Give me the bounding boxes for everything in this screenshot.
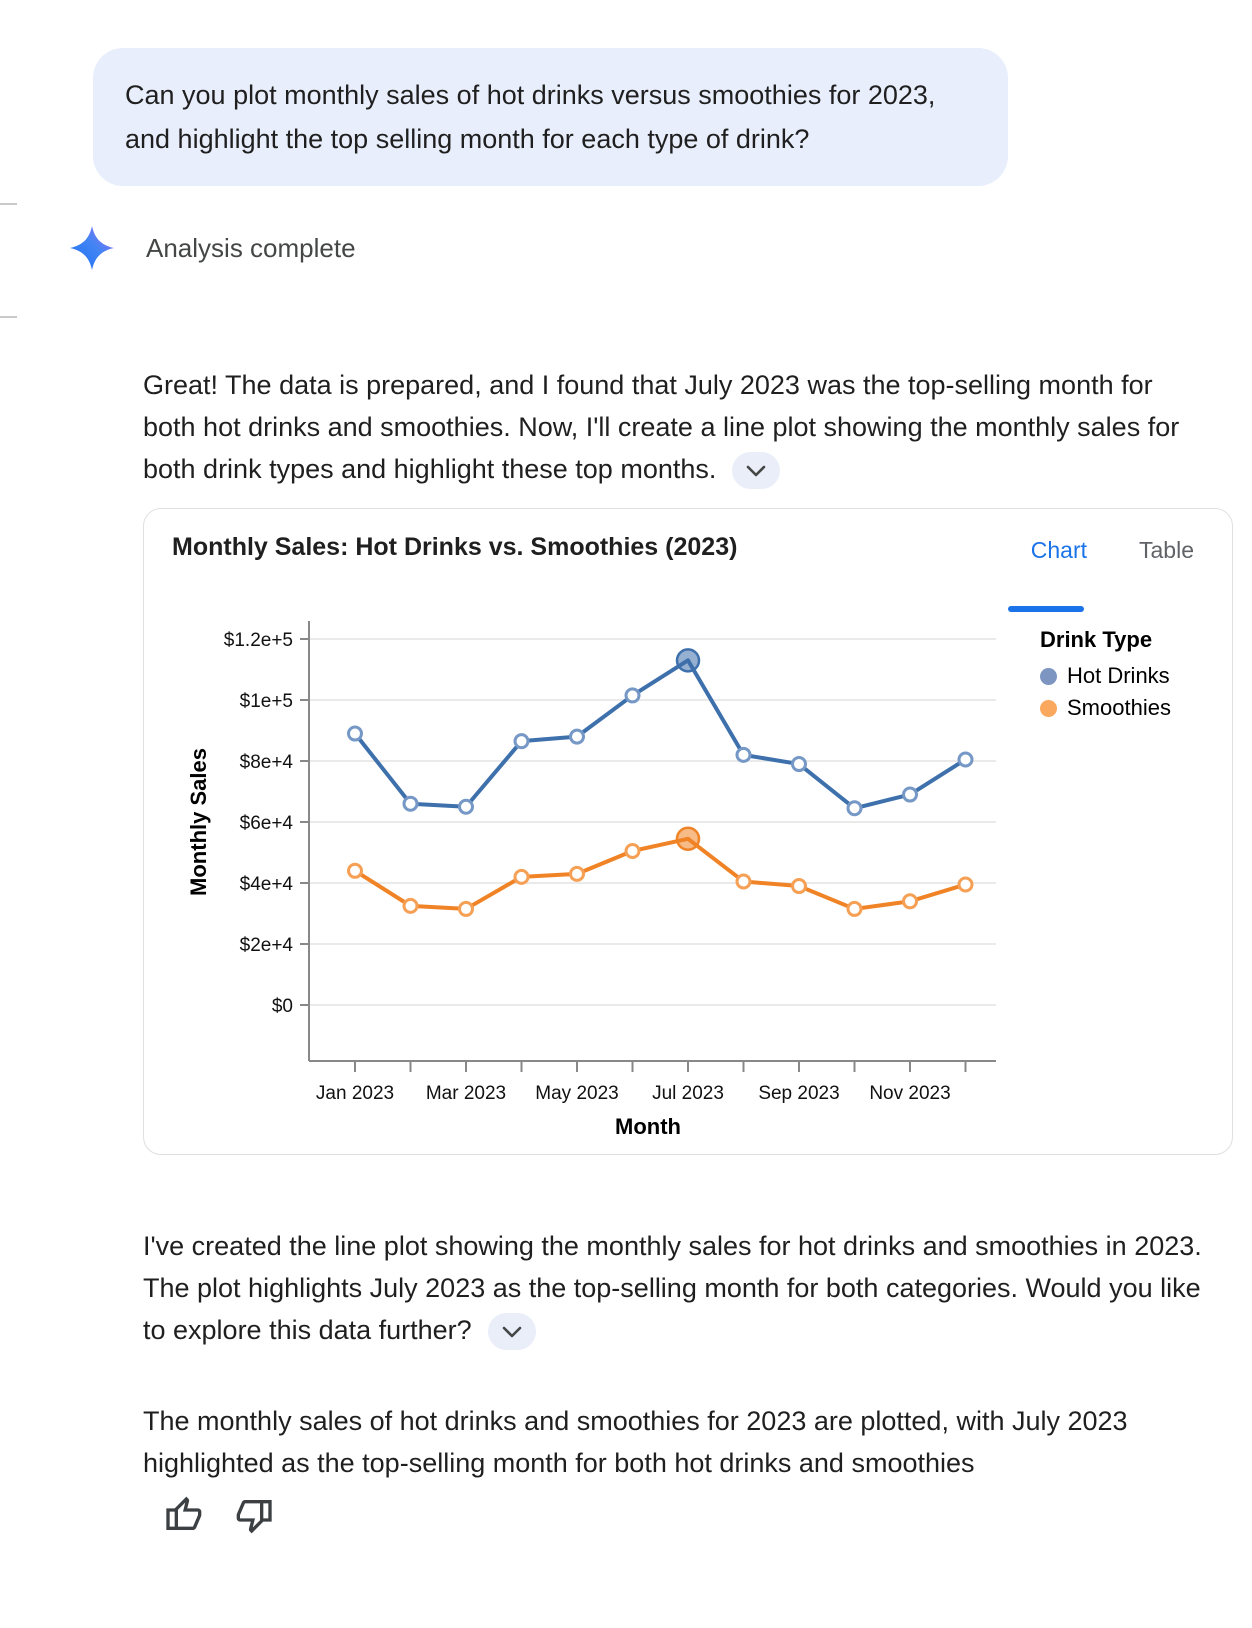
chevron-down-icon — [746, 465, 766, 477]
svg-text:Nov 2023: Nov 2023 — [869, 1083, 951, 1104]
svg-text:Sep 2023: Sep 2023 — [758, 1083, 840, 1104]
assistant-paragraph-1-text: Great! The data is prepared, and I found that July 2023 was the top-selling month for both hot drinks and smoothies. Now, I'll create a line plot showing the monthly sales for both drink types and highlight these top months. — [143, 370, 1180, 484]
gemini-sparkle-icon — [70, 226, 114, 270]
svg-text:Mar 2023: Mar 2023 — [425, 1083, 507, 1104]
svg-text:Jul 2023: Jul 2023 — [652, 1083, 724, 1104]
svg-text:$1.2e+5: $1.2e+5 — [223, 630, 293, 651]
legend-title: Drink Type — [1040, 627, 1153, 652]
thumb-up-button[interactable] — [160, 1492, 206, 1538]
chart-legend — [1040, 627, 1230, 727]
chart-card — [143, 508, 1233, 1155]
assistant-paragraph-3-text: The monthly sales of hot drinks and smoothies for 2023 are plotted, with July 2023 highlighted as the top-selling month for both hot drinks and smoothies — [143, 1406, 1128, 1478]
chart-table-tabs — [1031, 537, 1194, 564]
assistant-paragraph-1 — [143, 364, 1205, 490]
status-row — [70, 226, 356, 270]
left-edge-mark — [0, 203, 17, 205]
hot-drinks-dot-icon — [1040, 668, 1057, 685]
legend-item-smoothies[interactable] — [1040, 695, 1230, 721]
svg-text:$6e+4: $6e+4 — [239, 813, 293, 834]
legend-label: Hot Drinks — [1067, 663, 1170, 688]
left-edge-mark — [0, 316, 17, 318]
svg-text:$2e+4: $2e+4 — [239, 935, 293, 956]
status-label: Analysis complete — [146, 232, 356, 263]
svg-text:$1e+5: $1e+5 — [239, 691, 293, 712]
collapse-details-button[interactable] — [732, 452, 780, 489]
thumb-down-button[interactable] — [232, 1492, 278, 1538]
svg-text:$8e+4: $8e+4 — [239, 752, 293, 773]
svg-text:Jan 2023: Jan 2023 — [315, 1083, 395, 1104]
legend-item-hot-drinks[interactable] — [1040, 663, 1230, 689]
assistant-paragraph-3 — [143, 1400, 1205, 1484]
chart-title: Monthly Sales: Hot Drinks vs. Smoothies (2023) — [172, 533, 738, 561]
user-message-text: Can you plot monthly sales of hot drinks versus smoothies for 2023, and highlight the top selling month for each type of drink? — [125, 80, 936, 154]
svg-text:$4e+4: $4e+4 — [239, 874, 293, 895]
tab-chart[interactable]: Chart — [1030, 537, 1088, 563]
svg-text:Month: Month — [615, 1114, 681, 1139]
feedback-row — [160, 1492, 278, 1538]
thumb-down-icon — [235, 1495, 275, 1535]
legend-label: Smoothies — [1067, 695, 1171, 720]
tab-table[interactable]: Table — [1139, 537, 1194, 563]
chevron-down-icon — [502, 1326, 522, 1338]
svg-text:$0: $0 — [271, 996, 293, 1017]
collapse-details-button[interactable] — [488, 1313, 536, 1350]
user-message-bubble — [93, 48, 1008, 186]
svg-text:Monthly Sales: Monthly Sales — [186, 748, 211, 896]
thumb-up-icon — [163, 1495, 203, 1535]
sales-line-chart — [166, 576, 1066, 1151]
assistant-paragraph-2 — [143, 1225, 1205, 1351]
svg-text:May 2023: May 2023 — [535, 1083, 619, 1104]
assistant-paragraph-2-text: I've created the line plot showing the monthly sales for hot drinks and smoothies in 2023. The plot highlights July 2023 as the top-selling month for both categories. Would you like to explore this data further? — [143, 1231, 1202, 1345]
smoothies-dot-icon — [1040, 700, 1057, 717]
